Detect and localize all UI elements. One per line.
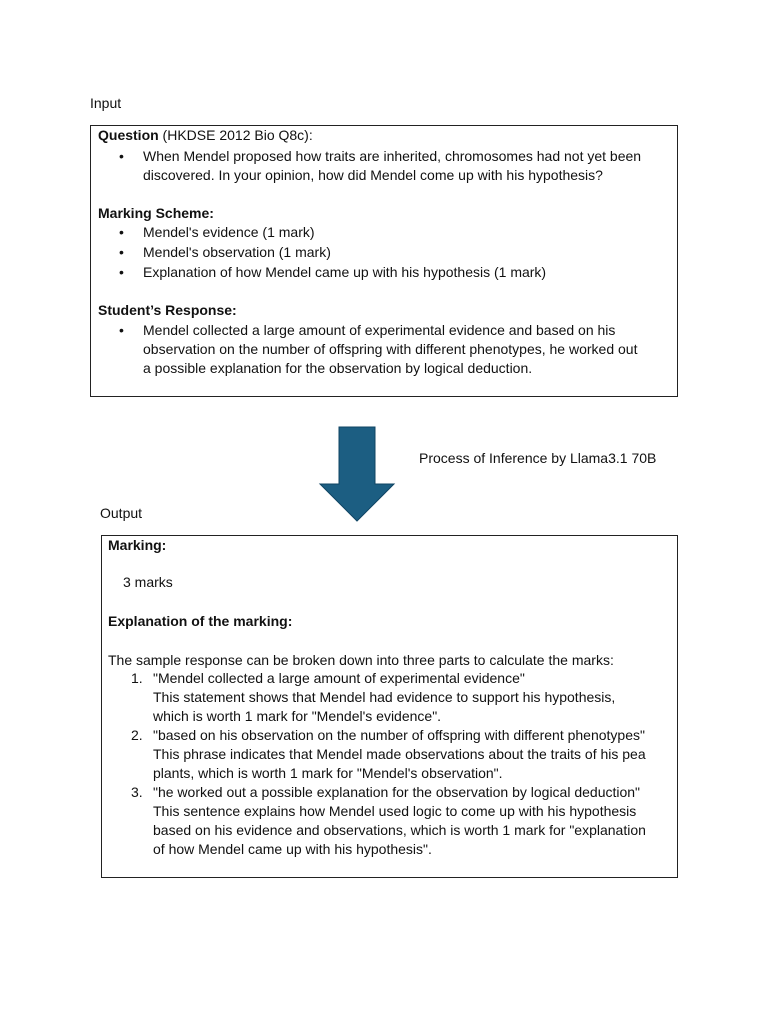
item-number: 2.: [131, 727, 143, 743]
input-box: [90, 125, 678, 397]
item-line: This phrase indicates that Mendel made observations about the traits of his pea: [153, 746, 646, 762]
down-arrow-icon: [318, 426, 396, 522]
bullet-icon: •: [119, 148, 124, 164]
item-line: This statement shows that Mendel had evidence to support his hypothesis,: [153, 689, 616, 705]
explanation-intro: The sample response can be broken down into three parts to calculate the marks:: [108, 652, 614, 668]
bullet-icon: •: [119, 244, 124, 260]
question-heading: Question: [98, 127, 159, 143]
question-source: (HKDSE 2012 Bio Q8c):: [158, 127, 313, 143]
marking-heading: Marking:: [108, 537, 167, 553]
explanation-heading: Explanation of the marking:: [108, 613, 293, 629]
bullet-icon: •: [119, 322, 124, 338]
item-line: "he worked out a possible explanation for the observation by logical deduction": [153, 784, 641, 800]
marks-value: 3 marks: [123, 574, 173, 590]
item-line: based on his evidence and observations, which is worth 1 mark for "explanation: [153, 822, 646, 838]
item-line: of how Mendel came up with his hypothesis".: [153, 841, 432, 857]
item-line: "based on his observation on the number of offspring with different phenotypes": [153, 727, 645, 743]
student-response-heading: Student’s Response:: [98, 302, 237, 318]
student-response-line-1: Mendel collected a large amount of experimental evidence and based on his: [143, 322, 616, 338]
item-number: 3.: [131, 784, 143, 800]
input-label: Input: [90, 95, 122, 111]
marking-scheme-item: Explanation of how Mendel came up with his hypothesis (1 mark): [143, 264, 547, 280]
student-response-line-3: a possible explanation for the observation by logical deduction.: [143, 360, 533, 376]
item-line: This sentence explains how Mendel used logic to come up with his hypothesis: [153, 803, 637, 819]
bullet-icon: •: [119, 224, 124, 240]
bullet-icon: •: [119, 264, 124, 280]
item-number: 1.: [131, 670, 143, 686]
output-label: Output: [100, 505, 143, 521]
output-box: [101, 535, 678, 878]
item-line: plants, which is worth 1 mark for "Mendel's observation".: [153, 765, 503, 781]
marking-scheme-item: Mendel's evidence (1 mark): [143, 224, 315, 240]
question-line: [98, 126, 313, 145]
student-response-line-2: observation on the number of offspring with different phenotypes, he worked out: [143, 341, 638, 357]
marking-scheme-item: Mendel's observation (1 mark): [143, 244, 331, 260]
item-line: "Mendel collected a large amount of experimental evidence": [153, 670, 525, 686]
process-label: Process of Inference by Llama3.1 70B: [419, 450, 657, 466]
item-line: which is worth 1 mark for "Mendel's evidence".: [153, 708, 442, 724]
question-text-line-2: discovered. In your opinion, how did Mendel come up with his hypothesis?: [143, 167, 603, 183]
question-text-line-1: When Mendel proposed how traits are inherited, chromosomes had not yet been: [143, 148, 642, 164]
marking-scheme-heading: Marking Scheme:: [98, 205, 214, 221]
